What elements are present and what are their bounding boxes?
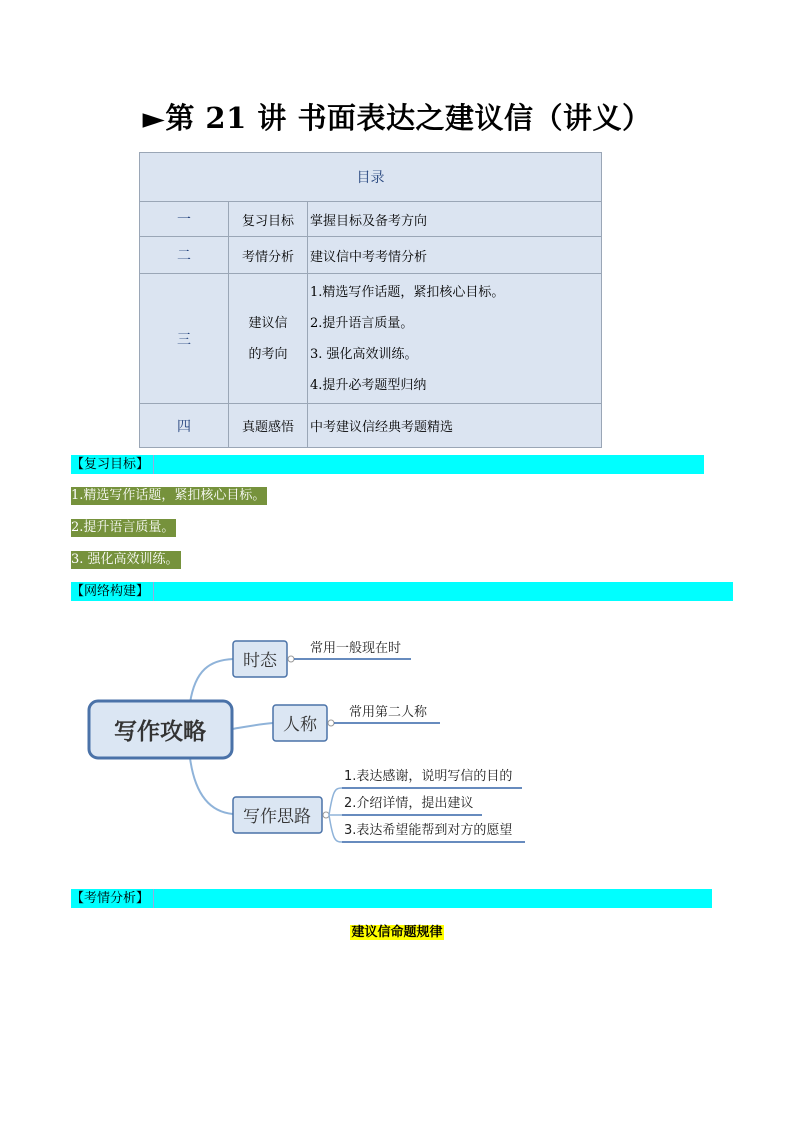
toc-row-desc: 掌握目标及备考方向 [308, 202, 602, 237]
mindmap-branch-label: 时态 [243, 651, 277, 671]
toc-item: 4.提升必考题型归纳 [310, 377, 427, 393]
toc-row-section [229, 274, 308, 404]
toc-row-section: 复习目标 [229, 202, 308, 237]
toc-item: 3. 强化高效训练。 [310, 346, 418, 362]
toc-section-line: 建议信 [248, 315, 288, 331]
mindmap-note: 常用第二人称 [349, 705, 428, 720]
section-heading: 【复习目标】 [71, 455, 154, 474]
mindmap-branch-label: 人称 [283, 715, 317, 735]
mindmap-note: 2.介绍详情，提出建议 [344, 796, 474, 811]
goal-item: 3. 强化高效训练。 [71, 552, 179, 567]
toc-row-num: 一 [140, 202, 229, 237]
mind-map [0, 620, 794, 870]
section-heading: 【网络构建】 [71, 582, 154, 601]
goal-item: 1.精选写作话题，紧扣核心目标。 [71, 488, 266, 503]
mindmap-center-label: 写作攻略 [114, 719, 206, 745]
toc-header: 目录 [140, 153, 602, 202]
rule-title-text: 建议信命题规律 [351, 925, 443, 940]
toc-row-section: 考情分析 [229, 237, 308, 274]
toc-item: 2.提升语言质量。 [310, 315, 414, 331]
toc-row-desc: 建议信中考考情分析 [308, 237, 602, 274]
section-bar-network [71, 582, 733, 601]
toc-section-line: 的考向 [248, 346, 288, 362]
goal-item: 2.提升语言质量。 [71, 520, 175, 535]
toc-row-section: 真题感悟 [229, 404, 308, 448]
mindmap-note: 3.表达希望能帮到对方的愿望 [344, 823, 513, 838]
toc-item: 1.精选写作话题，紧扣核心目标。 [310, 284, 505, 300]
toc-row-num: 二 [140, 237, 229, 274]
page-title: ►第 21 讲 书面表达之建议信（讲义） [142, 101, 652, 135]
section-bar-review [71, 455, 704, 474]
table-of-contents [139, 152, 602, 448]
toc-row-num: 三 [140, 274, 229, 404]
toc-row-desc: 中考建议信经典考题精选 [308, 404, 602, 448]
rule-title [0, 921, 794, 940]
mindmap-branch-label: 写作思路 [243, 807, 311, 827]
section-heading: 【考情分析】 [71, 889, 154, 908]
section-bar-analysis [71, 889, 712, 908]
mindmap-note: 常用一般现在时 [310, 641, 402, 656]
toc-row-num: 四 [140, 404, 229, 448]
mindmap-note: 1.表达感谢，说明写信的目的 [344, 769, 513, 784]
toc-row-items [308, 274, 602, 404]
